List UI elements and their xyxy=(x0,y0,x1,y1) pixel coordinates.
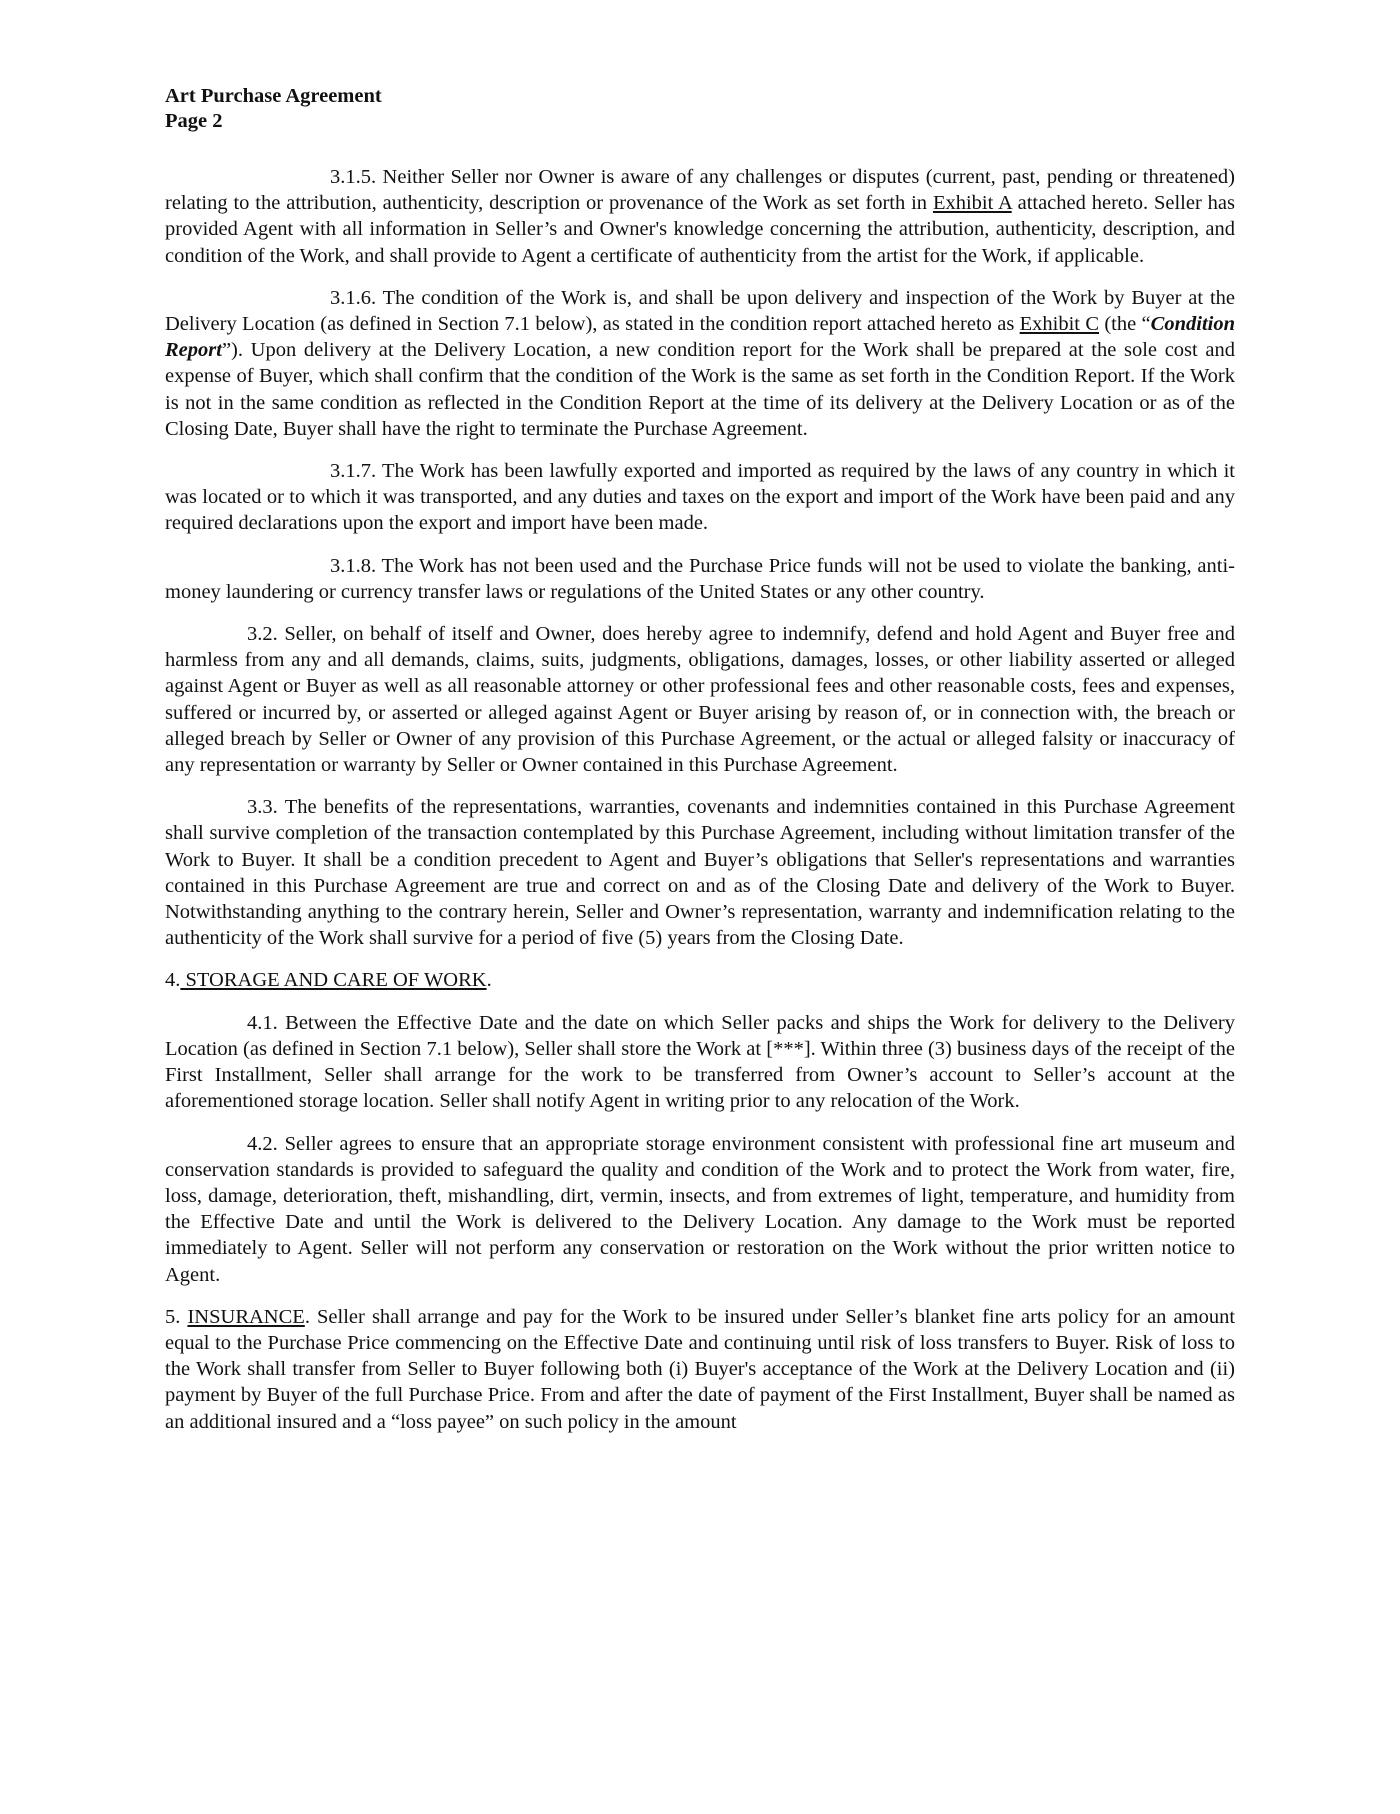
clause-3-1-5-text-b: attached hereto. Seller has provided Agent with all information in Seller’s and Owner's knowledge concerning the attribution, authenticity, description, and condition of the Work, and shall provide to Agent a certificate of authenticity from the artist for the Work, if applicable. xyxy=(165,192,1236,267)
section-5-text: . Seller shall arrange and pay for the Work to be insured under Seller’s blanket fine arts policy for an amount equal to the Purchase Price commencing on the Effective Date and continuing until risk of loss transfers to Buyer. Risk of loss to the Work shall transfer from Seller to Buyer following both (i) Buyer's acceptance of the Work at the Delivery Location and (ii) payment by Buyer of the full Purchase Price. From and after the date of payment of the First Installment, Buyer shall be named as an additional insured and a “loss payee” on such policy in the amount xyxy=(165,1305,1236,1433)
exhibit-a-reference: Exhibit A xyxy=(932,192,1012,215)
clause-3-3: 3.3. The benefits of the representations, warranties, covenants and indemnities contained in this Purchase Agreement shall survive completion of the transaction contemplated by this Purchase Agreement, including without limitation transfer of the Work to Buyer. It shall be a condition precedent to Agent and Buyer’s obligations that Seller's representations and warranties contained in this Purchase Agreement are true and correct on and as of the Closing Date and delivery of the Work to Buyer. Notwithstanding anything to the contrary herein, Seller and Owner’s representation, warranty and indemnification relating to the authenticity of the Work shall survive for a period of five (5) years from the Closing Date. xyxy=(165,796,1235,950)
clause-3-1-7: 3.1.7. The Work has been lawfully exported and imported as required by the laws of any country in which it was located or to which it was transported, and any duties and taxes on the export and import of the Work have been paid and any required declarations upon the export and import have been made. xyxy=(165,460,1235,535)
clause-4-2: 4.2. Seller agrees to ensure that an appropriate storage environment consistent with professional fine art museum and conservation standards is provided to safeguard the quality and condition of the Work and to protect the Work from water, fire, loss, damage, deterioration, theft, mishandling, dirt, vermin, insects, and from extremes of light, temperature, and humidity from the Effective Date and until the Work is delivered to the Delivery Location. Any damage to the Work must be reported immediately to Agent. Seller will not perform any conservation or restoration on the Work without the prior written notice to Agent. xyxy=(165,1132,1235,1286)
clause-3-1-6-text-c: ”). Upon delivery at the Delivery Location, a new condition report for the Work shall be prepared at the sole cost and expense of Buyer, which shall confirm that the condition of the Work is the same as set forth in the Condition Report. If the Work is not in the same condition as reflected in the Condition Report at the time of its delivery at the Delivery Location or as of the Closing Date, Buyer shall have the right to terminate the Purchase Agreement. xyxy=(165,339,1235,440)
section-4-tail: . xyxy=(486,969,492,992)
exhibit-c-reference: Exhibit C xyxy=(1019,313,1100,336)
clause-3-2: 3.2. Seller, on behalf of itself and Owner, does hereby agree to indemnify, defend and hold Agent and Buyer free and harmless from any and all demands, claims, suits, judgments, obligations, damages, losses, or other liability asserted or alleged against Agent or Buyer as well as all reasonable attorney or other professional fees and other reasonable costs, fees and expenses, suffered or incurred by, or asserted or alleged against Agent or Buyer arising by reason of, or in connection with, the breach or alleged breach by Seller or Owner of any provision of this Purchase Agreement, or the actual or alleged falsity or inaccuracy of any representation or warranty by Seller or Owner contained in this Purchase Agreement. xyxy=(165,623,1235,777)
document-header xyxy=(165,84,1235,134)
document-page xyxy=(165,84,1235,1435)
section-4-title: STORAGE AND CARE OF WORK xyxy=(180,969,487,992)
condition-report-term: Condition Report xyxy=(165,313,1235,362)
clause-3-1-5 xyxy=(165,164,1235,269)
clause-3-1-6-text-b: (the “ xyxy=(1099,313,1151,336)
section-4-number: 4. xyxy=(165,969,181,992)
clause-3-1-8: 3.1.8. The Work has not been used and the Purchase Price funds will not be used to violate the banking, anti-money laundering or currency transfer laws or regulations of the United States or any other country. xyxy=(165,554,1235,603)
clause-3-1-6-text-a: 3.1.6. The condition of the Work is, and shall be upon delivery and inspection of the Work by Buyer at the Delivery Location (as defined in Section 7.1 below), as stated in the condition report attached hereto as xyxy=(165,286,1235,336)
clause-4-1: 4.1. Between the Effective Date and the date on which Seller packs and ships the Work for delivery to the Delivery Location (as defined in Section 7.1 below), Seller shall store the Work at [***]. Within three (3) business days of the receipt of the First Installment, Seller shall arrange for the work to be transferred from Owner’s account to Seller’s account at the aforementioned storage location. Seller shall notify Agent in writing prior to any relocation of the Work. xyxy=(165,1011,1235,1113)
document-title: Art Purchase Agreement xyxy=(165,85,382,107)
section-5 xyxy=(165,1304,1235,1435)
clause-3-1-6 xyxy=(165,285,1235,442)
section-5-title: INSURANCE xyxy=(187,1305,305,1328)
clause-3-1-5-text-a: 3.1.5. Neither Seller nor Owner is aware of any challenges or disputes (current, past, pending or threatened) relating to the attribution, authenticity, description or provenance of the Work as set forth in xyxy=(165,166,1235,215)
section-4-heading xyxy=(165,967,1235,993)
page-number: Page 2 xyxy=(165,110,223,132)
section-5-number: 5. xyxy=(165,1305,188,1328)
